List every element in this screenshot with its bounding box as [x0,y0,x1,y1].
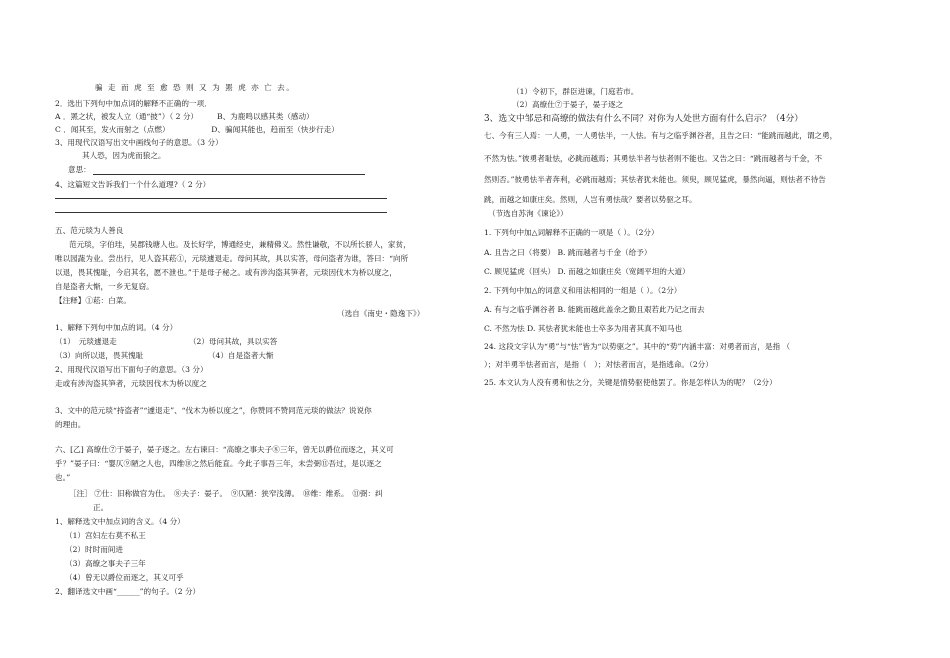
question-2-heading: 2．选出下列句中加点词的解释不正确的一项． [55,99,212,108]
q25-line: 25. 本文认为人没有勇和怯之分，关键是情势驱使他罢了。你是怎样认为的呢？（2分） [484,378,777,387]
section-6-line: 也。” [55,473,71,482]
passage-5-line: 以退，畏其愧耻，今启其名，愿不泄也。”于是母子秘之。或有涉沟盗其笋者，元琰因伐木为桥以度之， [55,268,397,277]
q5-3-heading: 3、文中的范元琰“持盗者”“遽退走”、“伐木为桥以度之”，你赞同不赞同范元琰的做法？说说你 [55,406,372,415]
option-c-d: C ．闻其至，发火而射之（点燃） D、骗闻其能也，趋而至（快步行走） [55,125,339,134]
q7-2-heading: 2. 下列句中加△的词意义和用法相同的一组是（ ）。（2分） [484,286,682,295]
q6-1-item: （3）高缭之事夫子三年 [65,559,146,568]
section-6-notes: ［注］ ⑦仕：旧称做官为仕。 ⑧夫子：晏子。 ⑨仄陋：狭窄浅薄。 ⑩维：维系。 ⑪弼：纠 [69,489,383,498]
question-4-heading: 4、这篇短文告诉我们一个什么道理?（ 2 分） [55,180,211,189]
answer-line [55,198,387,199]
section-6-notes: 正。 [93,503,109,512]
section-7-line: 跳，而越之如康庄矣。然则，人岂有勇怯哉？要者以势驱之耳。 [484,195,697,204]
q24-line: ）；对半勇半怯者而言，是指（ ）；对怯者而言，是指逃命。（2分） [484,360,713,369]
passage-5-source: （选自《南史・隐逸下》） [337,309,425,318]
passage-5-line: 范元琰，字伯珪，吴郡钱塘人也。及长好学，博通经史，兼精佛义。然性谦敬，不以所长骄人，家贫， [69,240,411,249]
question-3-heading: 3、用现代汉语写出文中画线句子的意思。（3 分） [55,138,223,147]
q6-1-item: （2）时时而间进 [65,545,123,554]
q5-3-heading: 的理由。 [55,420,86,429]
q7-2-options: C. 不然为怯 D. 其怯者犹未能也士卒多为用者其真不知马也 [484,324,683,333]
section-5-title: 五、范元琰为人善良 [55,226,124,235]
q6-2-heading: 2、翻译选文中画“______”的句子。（2 分） [55,587,201,596]
meaning-label: 意思： [68,165,91,174]
q7-1-options: A. 且告之曰（将要） B. 跳而越者与千金（给予） [484,248,652,257]
section-7-source: （节选自苏洵《谏论》） [488,209,568,218]
q6-1-item: （4）曾无以爵位而逐之，其义可乎 [65,573,184,582]
q-sentence: （2）高缭仕⑦于晏子，晏子逐之 [512,100,624,109]
section-7-line: 不然为怯。”彼勇者耻怯，必跳而越焉；其勇怯半者与怯者则不能也。又告之曰：“跳而越者与千金，不 [484,154,823,163]
passage-5-note: 【注释】①菘：白菜。 [55,296,131,305]
section-7-line: 然则否。”彼勇怯半者奔利，必跳而越焉；其怯者犹未能也。须臾，顾见猛虎，暴然向逼，则怯者不待告 [484,175,826,184]
answer-line [55,212,387,213]
q6-1-heading: 1、解释选文中加点词的含义。（4 分） [55,517,185,526]
q5-2-heading: 2、用现代汉语写出下面句子的意思。（3 分） [55,365,208,374]
q5-1-heading: 1、解释下列句中加点的词。（4 分） [55,323,178,332]
section-6-line: 六、[乙] 高缭仕⑦于晏子，晏子逐之。左右谏曰：“高缭之事夫子⑧三年，曾无以爵位而逐之，其义可 [55,445,394,454]
answer-line [93,174,365,175]
section-6-line: 乎？”晏子曰：“婴仄⑨陋之人也，四维⑩之然后能直。今此子事吾三年，未尝弼⑪吾过，是以逐之 [55,459,382,468]
option-a-b: A ．罴之状，被发人立（通“披”）（ 2 分） B、为鹿鸣以感其类（感动） [55,112,314,121]
q7-1-heading: 1. 下列句中加△词解释不正确的一项是（ ）。（2分） [484,228,659,237]
q6-1-item: （1）宫妇左右莫不私王 [65,531,146,540]
underlined-sentence: 其人恐，因为虎而狼之。 [82,151,166,160]
q3-heading: 3、选文中邹忌和高缭的做法有什么不同？对你为人处世方面有什么启示？（4分） [484,114,804,124]
q5-2-sentence: 走或有涉沟盗其笋者，元琰因伐木为桥以度之 [55,379,207,388]
q7-2-options: A. 有与之临乎渊谷者 B. 能跳而越此盖余之勤且艰若此乃记之而去 [484,305,705,314]
q7-1-options: C. 顾见猛虎（回头） D. 而越之如康庄矣（宽阔平坦的大道） [484,267,690,276]
q5-1-items: （1） 元琰遽退走 （2）母问其故，具以实答 [55,337,278,346]
passage-5-line: 自是盗者大惭，一乡无复窃。 [55,282,154,291]
q-sentence: （1）令初下，群臣进谏，门庭若市。 [512,87,639,96]
section-7-line: 七、今有三人焉：一人勇，一人勇怯半，一人怯。有与之临乎渊谷者，且告之曰：“能跳而越此，谓之勇， [484,131,838,140]
q24-line: 24. 这段文字认为“勇”与“怯”皆为“以势驱之”。其中的“势”内涵丰富：对勇者而言，是指 （ [484,342,791,351]
q5-1-items: （3）向所以退，畏其愧耻 （4）自是盗者大惭 [55,351,274,360]
passage-tail: 骗 走 而 虎 至 愈 恐 则 又 为 罴 虎 亦 亡 去。 [95,83,296,92]
passage-5-line: 唯以园蔬为业。尝出行，见人盗其菘①，元琰遽退走。母问其故，具以实答，母问盗者为谁，答曰：“向所 [55,254,409,263]
